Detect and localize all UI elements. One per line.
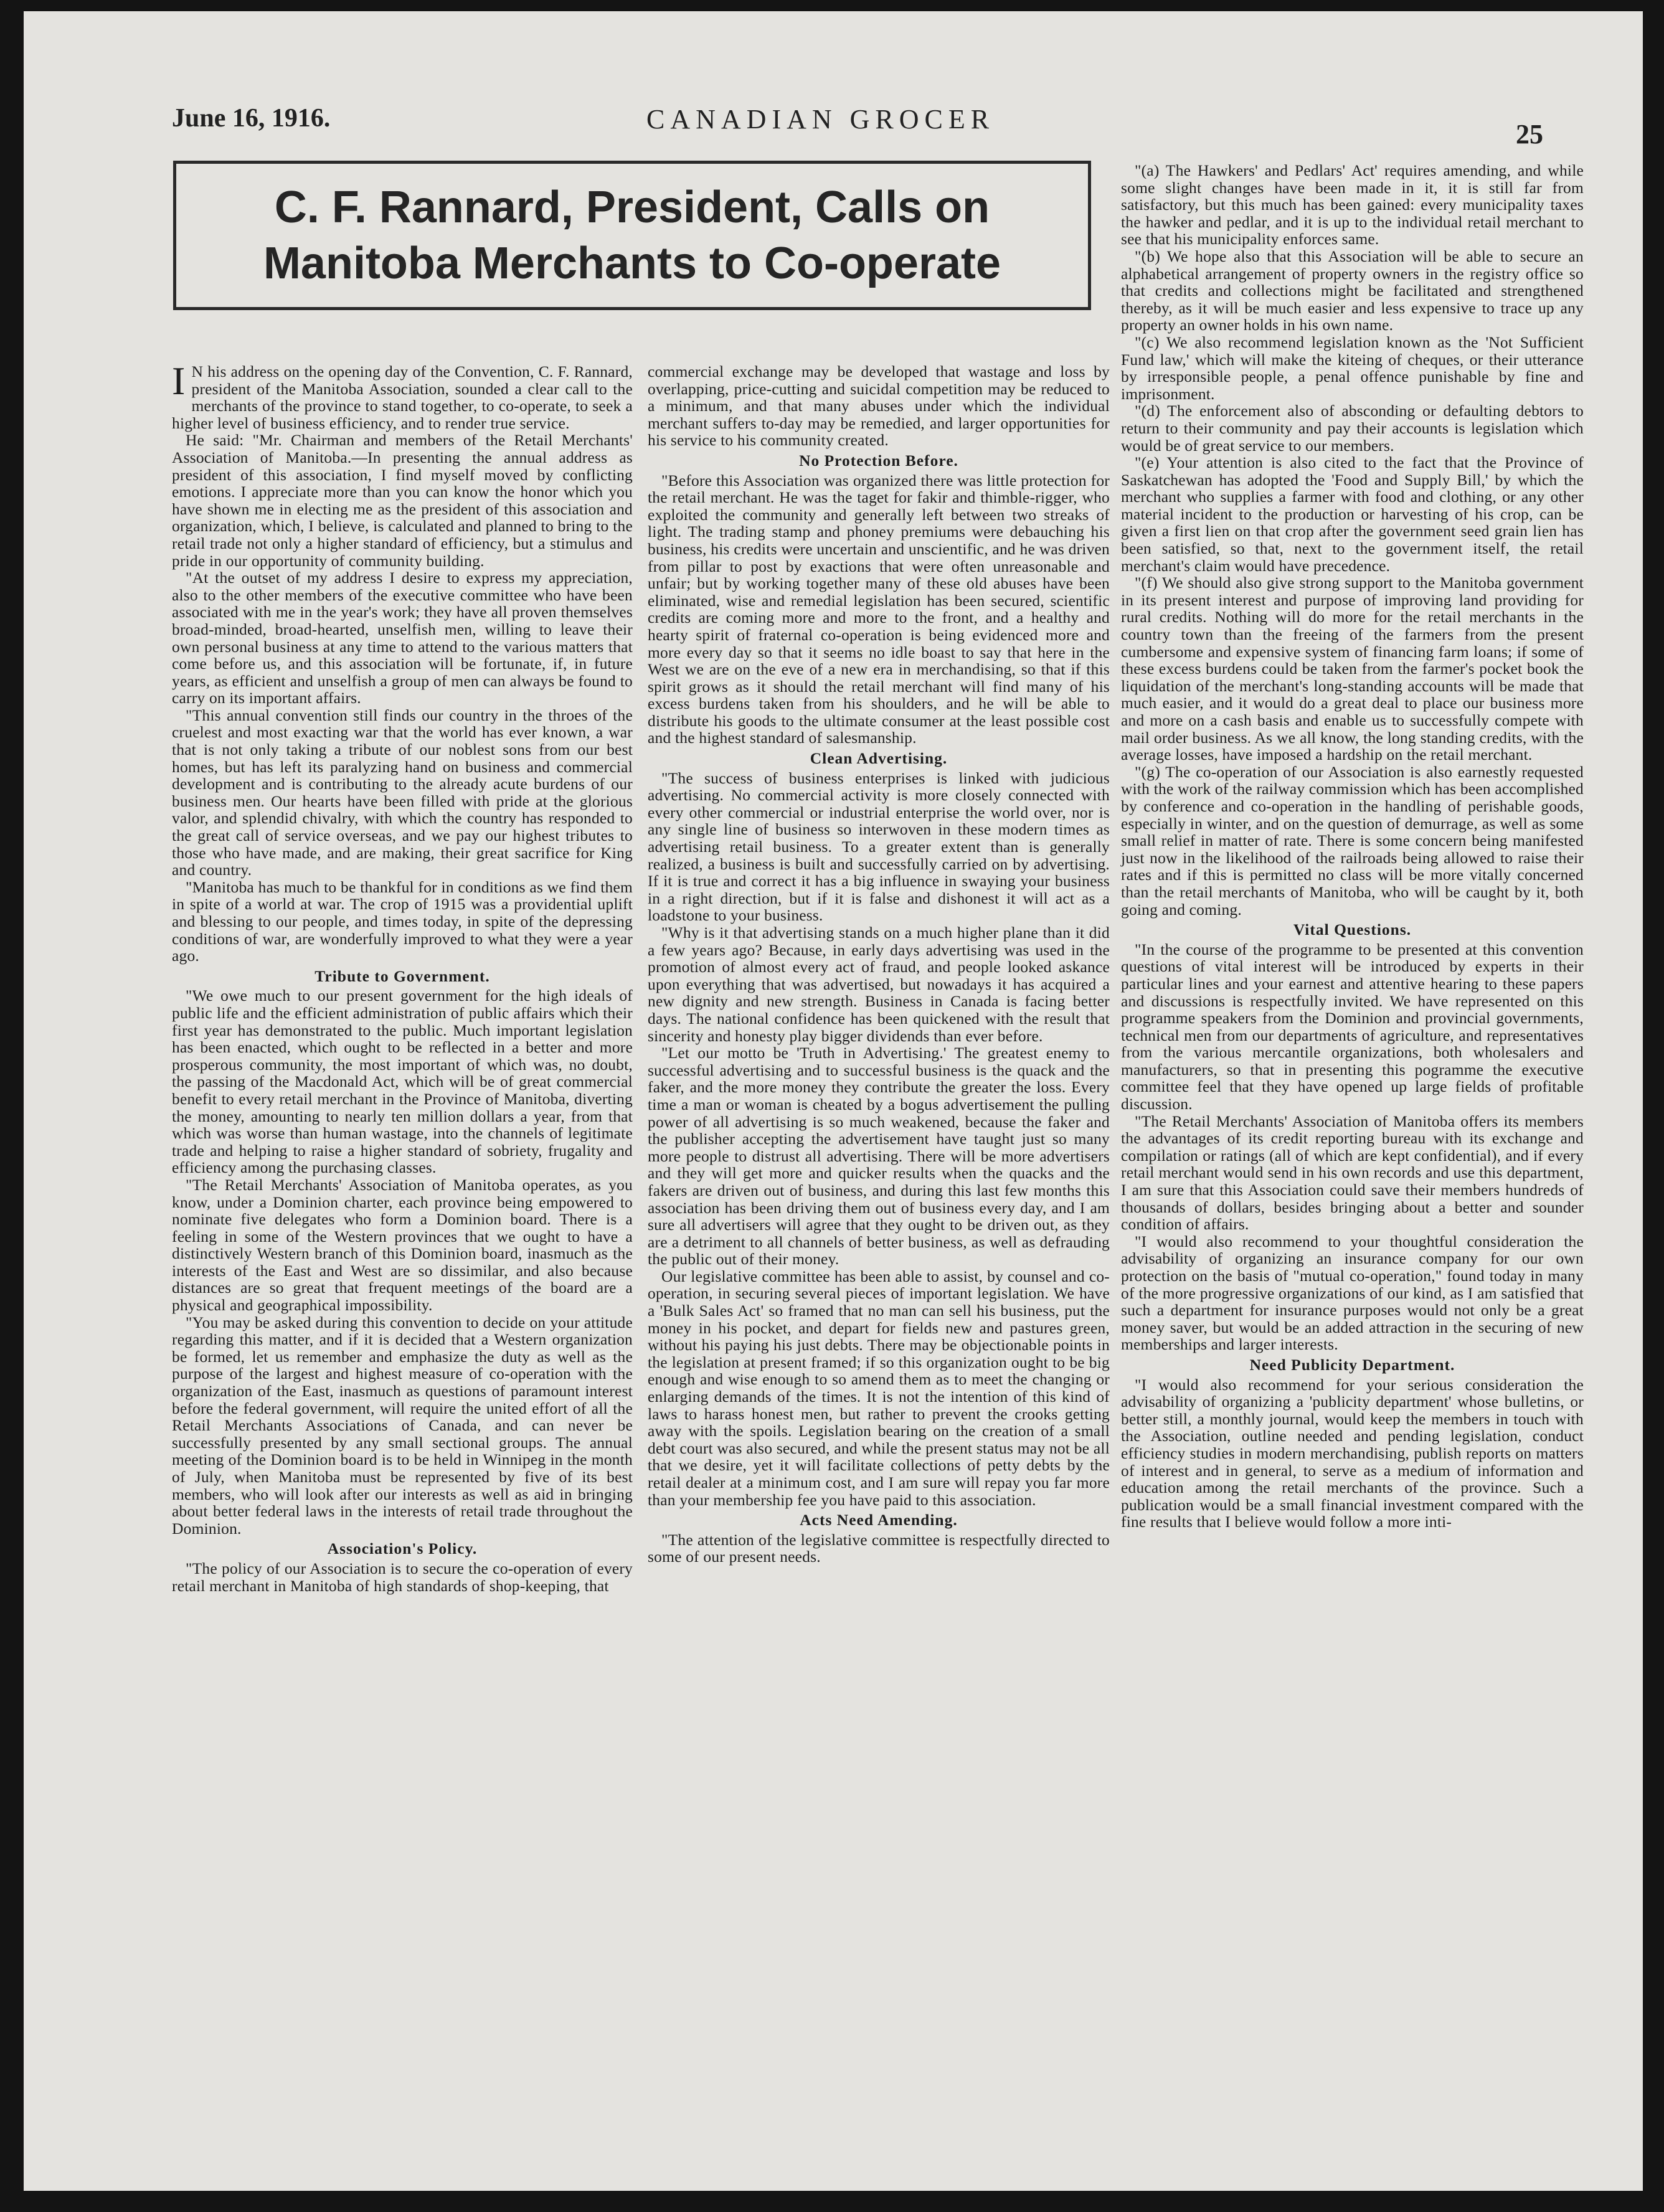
paragraph: "(c) We also recommend legislation known as the 'Not Sufficient Fund law,' which will make the kiteing of cheques, or their utterance by irresponsible people, a penal offence punishable by fine and imprisonment. [1121,333,1584,403]
paragraph: "(a) The Hawkers' and Pedlars' Act' requires amending, and while some slight changes have been made in it, it is still far from satisfactory, but this much has been gained: every municipality taxes the hawker and pedlar, and it is up to the individual retail merchant to see that his municipality enforces same. [1121,161,1584,248]
paragraph: "Why is it that advertising stands on a much higher plane than it did a few years ago? Because, in early days advertising was used in the promotion of almost every act of fraud, and people looked askance upon everything that was advertised, but nowadays it has acquired a new dignity and new strength. Business in Canada is facing better days. The national confidence has been quickened with the result that sincerity and honesty play bigger dividends than ever before. [648,924,1110,1045]
paragraph: Our legislative committee has been able to assist, by counsel and co-operation, in securing several pieces of important legislation. We have a 'Bulk Sales Act' so framed that no man can sell his business, put the money in his pocket, and depart for fields new and pastures green, without his paying his just debts. There may be objectionable points in the legislation at present framed; if so this organization ought to be big enough and wise enough to so amend them as to meet the changing or enlarging demands of the times. It is not the intention of this kind of laws to harass honest men, but rather to prevent the crooks getting away with the spoils. Legislation bearing on the creation of a small debt court was also secured, and while the present status may not be all that we desire, yet it will facilitate collections of petty debts by the retail dealer at a minimum cost, and I am sure will repay you far more than your membership fee you have paid to this association. [648,1267,1110,1509]
paragraph: "The Retail Merchants' Association of Manitoba offers its members the advantages of its credit reporting bureau with its exchange and compilation or ratings (all of which are kept confidential), and if every retail merchant would send in his own records and use this department, I am sure that this Association could save their members hundreds of thousands of dollars, besides bringing about a better and sounder condition of affairs. [1121,1112,1584,1234]
paragraph: "In the course of the programme to be presented at this convention questions of vital interest will be introduced by experts in their particular lines and your earnest and attentive hearing to these papers and discussions is respectfully invited. We have represented on this programme speakers from the Dominion and provincial governments, technical men from our departments of agriculture, and representatives from the various mercantile organizations, both wholesalers and manufacturers, so that in presenting this pogramme the executive committee feel that they have opened up large fields of profitable discussion. [1121,940,1584,1113]
opening-paragraph [172,359,633,432]
paragraph: "The success of business enterprises is linked with judicious advertising. No commercial activity is more closely connected with every other commercial or industrial enterprise the world over, nor is any single line of business so interwoven in these modern times as advertising retail business. To a greater extent than is generally realized, a business is built and successfully carried on by advertising. If it is true and correct it has a big influence in swaying your business in a right direction, but if it is false and dishonest it will act as a loadstone to your business. [648,768,1110,925]
section-heading: Acts Need Amending. [800,1511,958,1529]
publication-name: CANADIAN GROCER [646,104,995,135]
section-heading: Association's Policy. [327,1539,478,1558]
paragraph: "(f) We should also give strong support to the Manitoba government in its present interest and purpose of improving land providing for rural credits. Nothing will do more for the retail merchants in the country town than the freeing of the farmers from the present cumbersome and expensive system of financing farm loans; if some of these excess burdens could be taken from the farmer's pocket book the liquidation of the merchant's long-standing accounts will be made that much easier, and it would do a great deal to place our business more and more on a cash basis and enable us to successfully compete with mail order business. As we all know, the long standing credits, with the average losses, have imposed a hardship on the retail merchant. [1121,574,1584,764]
paragraph: He said: "Mr. Chairman and members of the Retail Merchants' Association of Manitoba.—In presenting the annual address as president of this association, I find myself moved by conflicting emotions. I appreciate more than you can know the honor which you have shown me in electing me as the president of this association and organization, which, I believe, is calculated and planned to bring to the retail trade not only a higher standard of efficiency, but a stimulus and pride in our opportunity of community building. [172,431,633,570]
paragraph: "Before this Association was organized there was little protection for the retail merchant. He was the taget for fakir and thimble-rigger, who exploited the community and generally left between two streaks of light. The trading stamp and phoney premiums were debauching his business, his credits were uncertain and unscientific, and he was driven from pillar to post by exactions that were often unreasonable and unfair; but by working together many of these old abuses have been eliminated, wise and remedial legislation has been secured, scientific credits are coming more and more to the front, and a healthy and hearty spirit of fraternal co-operation is being evidenced more and more every day so that it seems no idle boast to say that here in the West we are on the eve of a new era in merchandising, so that if this spirit grows as it should the retail merchant will find many of his excess burdens taken from his shoulders, and he will be able to distribute his goods to the ultimate consumer at the least possible cost and the highest standard of salesmanship. [648,471,1110,747]
headline-line-2: Manitoba Merchants to Co-operate [263,239,1001,288]
paragraph: "I would also recommend for your serious consideration the advisability of organizing a 'publicity department' whose bulletins, or better still, a monthly journal, would keep the members in touch with the Association, outline needed and pending legislation, conduct efficiency studies in modern merchandising, publish reports on matters of interest and in general, to serve as a medium of information and education among the retail merchants of the province. Such a publication would be a small financial investment compared with the fine results that I believe would follow a more inti- [1121,1375,1584,1531]
opening-text: N his address on the opening day of the Convention, C. F. Rannard, president of the Manitoba Association, sounded a clear call to the merchants of the province to stand together, to co-operate, to seek a higher level of business efficiency, and to render true service. [172,362,633,432]
paragraph: "I would also recommend to your thoughtful consideration the advisability of organizing an insurance company for our own protection on the basis of "mutual co-operation," found today in many of the more progressive organizations of our kind, as I am satisfied that such a department for insurance purposes would not only be a great money saver, but would be an added attraction in the securing of new memberships and larger interests. [1121,1232,1584,1354]
paragraph: "(e) Your attention is also cited to the fact that the Province of Saskatchewan has adopted the 'Food and Supply Bill,' by which the merchant who supplies a farmer with food and clothing, or any other material incident to the production or harvesting of his crop, can be given a first lien on that crop after the government seed grain lien has been satisfied, so that, next to the government itself, the retail merchant's claim would have precedence. [1121,453,1584,575]
paragraph: "You may be asked during this convention to decide on your attitude regarding this matter, and if it is decided that a Western organization be formed, let us remember and emphasize the duty as well as the purpose of the largest and highest measure of co-operation with the organization of the East, inasmuch as questions of paramount interest before the federal government, will require the united effort of all the Retail Merchants Associations of Canada, and can never be successfully presented by any small sectional groups. The annual meeting of the Dominion board is to be held in Winnipeg in the month of July, when Manitoba must be represented by five of its best members, who will look after our interests as well as aid in bringing about better federal laws in the interests of retail trade throughout the Dominion. [172,1313,633,1538]
drop-cap: I [172,359,186,403]
article-column-3 [1121,162,1584,1531]
section-heading: Need Publicity Department. [1249,1355,1455,1374]
paragraph: commercial exchange may be developed that wastage and loss by overlapping, price-cutting and suicidal competition may be reduced to a minimum, and that many abuses under which the individual merchant suffers to-day may be remedied, and larger opportunities for his service to his community created. [648,362,1110,450]
paragraph: "The policy of our Association is to secure the co-operation of every retail merchant in Manitoba of high standards of shop-keeping, that [172,1559,633,1595]
issue-date: June 16, 1916. [172,104,331,133]
paragraph: "(d) The enforcement also of absconding or defaulting debtors to return to their community and pay their accounts is legislation which would be of great service to our members. [1121,402,1584,455]
paragraph: "(b) We hope also that this Association will be able to secure an alphabetical arrangement of property owners in the registry office so that credits and collections might be facilitated and strengthened thereby, as it will be much easier and less expensive to trace up any property an owner holds in his own name. [1121,247,1584,334]
section-heading: Clean Advertising. [810,749,948,768]
paragraph: "The Retail Merchants' Association of Manitoba operates, as you know, under a Dominion charter, each province being empowered to nominate five delegates who form a Dominion board. There is a feeling in some of the Western provinces that we ought to have a distinctively Western branch of this Dominion board, inasmuch as the interests of the East and West are so dissimilar, and also because distances are so great that frequent meetings of the board are a physical and geographical impossibility. [172,1175,633,1315]
article-column-1 [172,359,633,1595]
paragraph: "(g) The co-operation of our Association is also earnestly requested with the work of the railway commission which has been accomplished by conference and co-operation in the handling of perishable goods, especially in winter, and on the question of demurrage, as well as some small relief in matter of rate. There is some concern being manifested just now in the likelihood of the railroads being allowed to raise their rates and if this is permitted no class will be more vitally concerned than the retail merchants of Manitoba, who will be caught by it, both going and coming. [1121,762,1584,919]
headline-line-1: C. F. Rannard, President, Calls on [274,182,990,232]
paragraph: "We owe much to our present government for the high ideals of public life and the efficient administration of public affairs which their first year has demonstrated to the public. Much important legislation has been enacted, which ought to be reflected in a better and more prosperous community, the most important of which was, no doubt, the passing of the Macdonald Act, which will be of great commercial benefit to every retail merchant in the Province of Manitoba, diverting the money, amounting to nearly ten million dollars a year, from that which was worse than human wastage, into the channels of legitimate trade and helping to raise a higher standard of sobriety, frugality and efficiency among the purchasing classes. [172,986,633,1177]
headline-box [173,161,1091,310]
paragraph: "This annual convention still finds our country in the throes of the cruelest and most exacting war that the world has ever known, a war that is not only taking a tribute of our noblest sons from our best homes, but has left its paralyzing hand on business and commercial development and is contributing to the already acute burdens of our business men. Our hearts have been filled with pride at the glorious valor, and splendid chivalry, with which the country has responded to the great call of service overseas, and we pay our highest tributes to those who have made, and are making, their great sacrifice for King and country. [172,706,633,879]
article-column-2 [648,363,1110,1566]
section-heading: Vital Questions. [1293,920,1412,939]
page-number: 25 [1516,119,1543,149]
paragraph: "The attention of the legislative committee is respectfully directed to some of our present needs. [648,1530,1110,1566]
magazine-page [24,11,1643,2191]
section-heading: Tribute to Government. [314,967,490,985]
paragraph: "Manitoba has much to be thankful for in conditions as we find them in spite of a world at war. The crop of 1915 was a providential uplift and blessing to our people, and times today, in spite of the depressing conditions of war, are wonderfully improved to what they were a year ago. [172,877,633,965]
paragraph: "Let our motto be 'Truth in Advertising.' The greatest enemy to successful advertising and to successful business is the quack and the faker, and the more money they contribute the greater the loss. Every time a man or woman is cheated by a bogus advertisement the pulling power of all advertising is so much weakened, because the faker and the publisher accepting the advertisement have taught just so many more people to distrust all advertising. There will be more advertisers and they will get more and quicker results when the quacks and the fakers are driven out of business, and during this last few months this association has been driving them out of business every day, and I am sure all advertisers will agree that they ought to be driven out, as they are a detriment to all channels of better business, as well as defrauding the public out of their money. [648,1044,1110,1269]
section-heading: No Protection Before. [799,451,958,470]
article-headline [263,179,1001,291]
paragraph: "At the outset of my address I desire to express my appreciation, also to the other members of the executive committee who have been associated with me in the year's work; they have all proven themselves broad-minded, broad-hearted, unselfish men, willing to leave their own personal business at any time to attend to the various matters that come before us, and this association will be fortunate, if, in future years, as efficient and unselfish a group of men can always be found to carry on its important affairs. [172,569,633,707]
